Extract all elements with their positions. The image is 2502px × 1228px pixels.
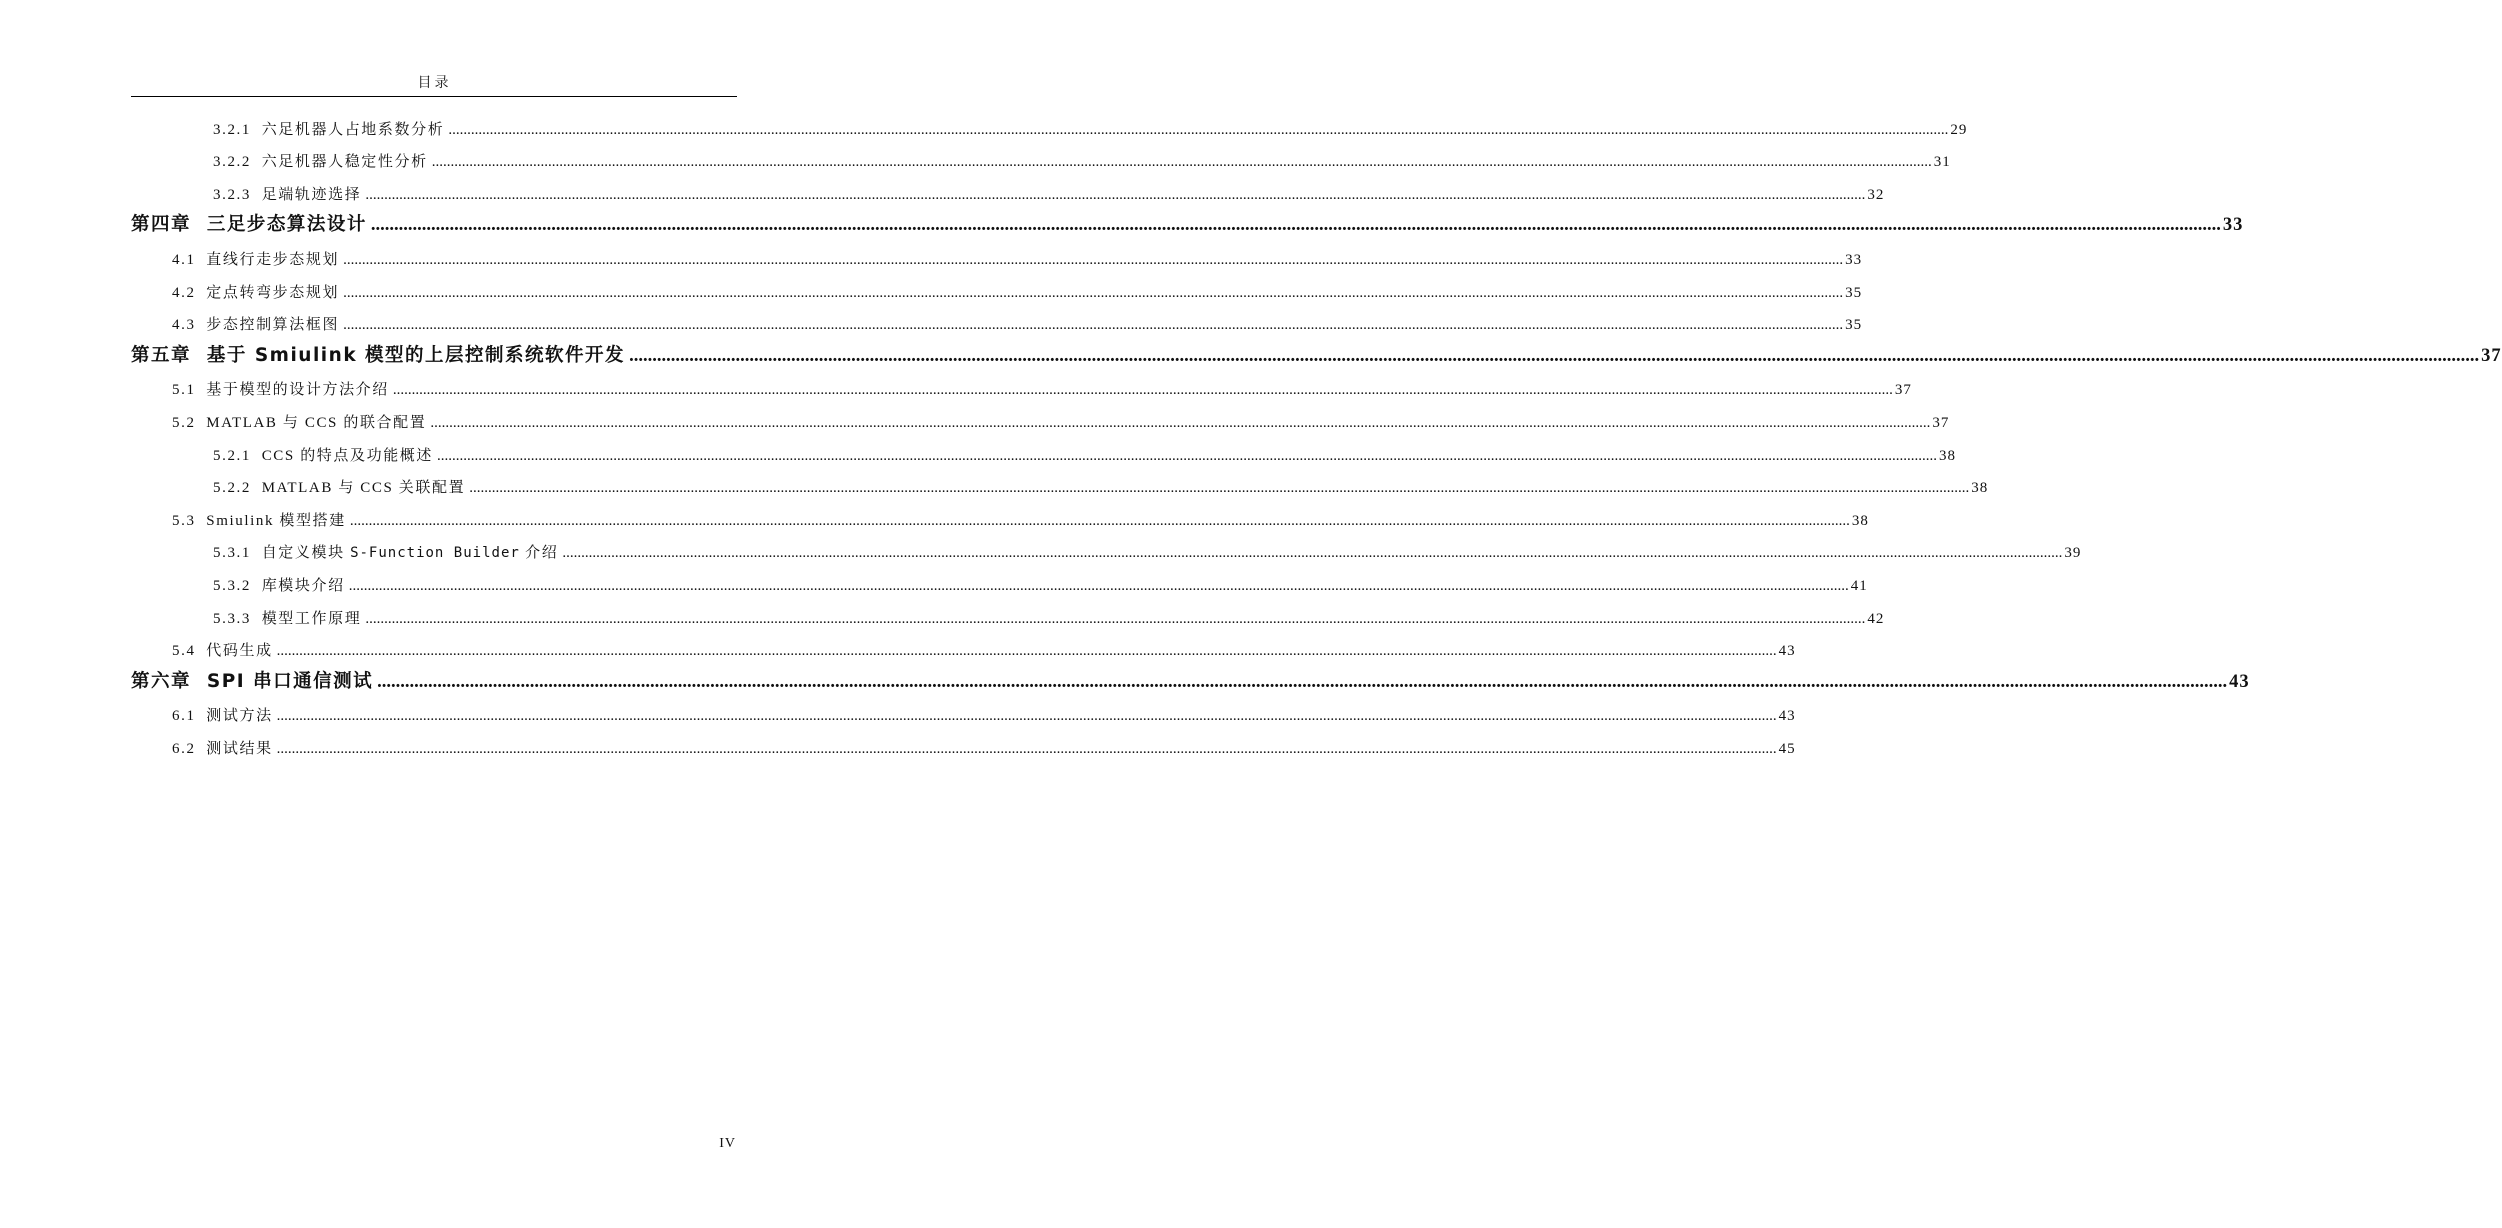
toc-page-number: 31	[1933, 154, 1951, 171]
toc-entry-label: MATLAB 与 CCS 的联合配置	[206, 414, 427, 431]
toc-entry-title	[213, 444, 433, 465]
toc-entry-label: 基于 Smiulink 模型的上层控制系统软件开发	[206, 344, 626, 366]
toc-entry-title	[131, 210, 367, 236]
toc-page-number: 35	[1845, 317, 1863, 334]
toc-entry-title	[131, 667, 373, 693]
toc-entry-number: 5.4	[172, 643, 196, 660]
toc-entry-label: 直线行走步态规划	[206, 251, 340, 268]
toc-entry-label: 代码生成	[206, 643, 273, 660]
toc-section-entry[interactable]	[131, 697, 1796, 730]
toc-chapter-entry[interactable]	[131, 338, 2502, 371]
toc-section-entry[interactable]	[131, 729, 1796, 762]
toc-entry-number: 5.3	[172, 512, 196, 529]
toc-section-entry[interactable]	[131, 534, 2082, 567]
toc-page-number: 43	[2229, 671, 2250, 692]
toc-entry-number: 4.2	[172, 284, 196, 301]
toc-section-entry[interactable]	[131, 175, 1885, 208]
toc-entry-label: MATLAB 与 CCS 关联配置	[261, 480, 466, 497]
toc-page-number: 37	[1932, 414, 1950, 431]
toc-entry-label: 测试结果	[206, 740, 273, 757]
toc-entry-number: 4.3	[172, 317, 196, 334]
toc-page-number: 38	[1939, 447, 1957, 464]
toc-entry-label-suffix: 介绍	[525, 545, 559, 562]
toc-entry-title	[172, 509, 346, 530]
toc-page-number: 43	[1778, 708, 1796, 725]
toc-page-number: 35	[1845, 284, 1863, 301]
dot-leader: ................................................................................................................................................................................................................................................................................................................................................................................................................	[349, 512, 1850, 529]
toc-entry-label: SPI 串口通信测试	[206, 670, 374, 692]
dot-leader: ................................................................................................................................................................................................................................................................................................................................................................................................................	[343, 251, 1844, 268]
toc-chapter-entry[interactable]	[131, 208, 2244, 241]
toc-section-entry[interactable]	[131, 599, 1885, 632]
toc-section-entry[interactable]	[131, 306, 1863, 339]
toc-entry-title	[172, 737, 273, 758]
toc-entry-number: 5.1	[172, 382, 196, 399]
dot-leader: ................................................................................................................................................................................................................................................................................................................................................................................................................	[276, 740, 1777, 757]
toc-page-number: 33	[2222, 215, 2244, 236]
toc-page-number: 45	[1778, 740, 1796, 757]
toc-entry-title	[213, 476, 465, 497]
toc-entry-title	[213, 607, 361, 628]
toc-section-entry[interactable]	[131, 273, 1863, 306]
toc-section-entry[interactable]	[131, 403, 1950, 436]
toc-entry-label: 定点转弯步态规划	[206, 284, 340, 301]
toc-entry-label: 三足步态算法设计	[206, 214, 367, 236]
toc-entry-title	[131, 341, 625, 367]
toc-entry-label: 库模块介绍	[261, 577, 345, 594]
toc-entry-label-code: S-Function Builder	[350, 545, 520, 562]
dot-leader: ................................................................................................................................................................................................................................................................................................................................................................................................................	[343, 284, 1844, 301]
table-of-contents	[131, 110, 2502, 762]
toc-page-number: 38	[1851, 512, 1869, 529]
toc-entry-title	[213, 541, 558, 562]
dot-leader: ................................................................................................................................................................................................................................................................................................................................................................................................................	[629, 345, 2480, 366]
toc-page-number: 37	[2481, 345, 2502, 366]
toc-page-number: 33	[1845, 251, 1863, 268]
toc-entry-number: 5.3.1	[213, 545, 251, 562]
toc-entry-title	[172, 704, 273, 725]
toc-section-entry[interactable]	[131, 566, 1868, 599]
toc-page-number: 38	[1971, 480, 1989, 497]
toc-entry-label: 步态控制算法框图	[206, 317, 340, 334]
dot-leader: ................................................................................................................................................................................................................................................................................................................................................................................................................	[365, 186, 1866, 203]
dot-leader: ................................................................................................................................................................................................................................................................................................................................................................................................................	[348, 577, 1849, 594]
toc-entry-label: 足端轨迹选择	[261, 186, 362, 203]
dot-leader: ................................................................................................................................................................................................................................................................................................................................................................................................................	[448, 121, 1949, 138]
toc-section-entry[interactable]	[131, 143, 1951, 176]
toc-entry-title	[213, 150, 428, 171]
toc-section-entry[interactable]	[131, 371, 1912, 404]
toc-entry-label: Smiulink 模型搭建	[206, 512, 346, 529]
dot-leader: ................................................................................................................................................................................................................................................................................................................................................................................................................	[437, 447, 1938, 464]
toc-section-entry[interactable]	[131, 469, 1989, 502]
toc-entry-title	[172, 313, 339, 334]
toc-section-entry[interactable]	[131, 240, 1863, 273]
toc-entry-label: 测试方法	[206, 708, 273, 725]
dot-leader: ................................................................................................................................................................................................................................................................................................................................................................................................................	[377, 671, 2228, 692]
toc-page-number: 43	[1778, 643, 1796, 660]
dot-leader: ................................................................................................................................................................................................................................................................................................................................................................................................................	[370, 215, 2221, 236]
toc-entry-number: 3.2.3	[213, 186, 251, 203]
toc-entry-number: 3.2.2	[213, 154, 251, 171]
toc-page-number: 39	[2064, 545, 2082, 562]
toc-entry-number: 4.1	[172, 251, 196, 268]
running-header: 目录	[417, 76, 452, 91]
toc-page-number: 29	[1950, 121, 1968, 138]
dot-leader: ................................................................................................................................................................................................................................................................................................................................................................................................................	[276, 643, 1777, 660]
toc-entry-number: 第六章	[131, 670, 192, 692]
dot-leader: ................................................................................................................................................................................................................................................................................................................................................................................................................	[562, 545, 2063, 562]
toc-entry-number: 5.2	[172, 414, 196, 431]
toc-entry-number: 6.2	[172, 740, 196, 757]
toc-entry-number: 6.1	[172, 708, 196, 725]
toc-entry-title	[172, 411, 426, 432]
toc-entry-label: 六足机器人占地系数分析	[261, 121, 445, 138]
dot-leader: ................................................................................................................................................................................................................................................................................................................................................................................................................	[469, 480, 1970, 497]
toc-section-entry[interactable]	[131, 632, 1796, 665]
toc-entry-number: 第四章	[131, 214, 192, 236]
toc-entry-number: 5.3.3	[213, 610, 251, 627]
toc-entry-title	[213, 118, 444, 139]
toc-page-number: 42	[1867, 610, 1885, 627]
dot-leader: ................................................................................................................................................................................................................................................................................................................................................................................................................	[430, 414, 1931, 431]
toc-entry-number: 3.2.1	[213, 121, 251, 138]
toc-entry-number: 第五章	[131, 344, 192, 366]
toc-page-number: 32	[1867, 186, 1885, 203]
toc-page-number: 41	[1850, 577, 1868, 594]
dot-leader: ................................................................................................................................................................................................................................................................................................................................................................................................................	[276, 708, 1777, 725]
toc-entry-title	[172, 281, 339, 302]
toc-entry-number: 5.2.2	[213, 480, 251, 497]
toc-entry-title	[172, 639, 273, 660]
toc-entry-label: 六足机器人稳定性分析	[261, 154, 428, 171]
dot-leader: ................................................................................................................................................................................................................................................................................................................................................................................................................	[343, 317, 1844, 334]
toc-entry-number: 5.3.2	[213, 577, 251, 594]
toc-section-entry[interactable]	[131, 110, 1968, 143]
toc-entry-label: 基于模型的设计方法介绍	[206, 382, 389, 399]
toc-entry-number: 5.2.1	[213, 447, 251, 464]
toc-section-entry[interactable]	[131, 501, 1869, 534]
page-number: IV	[719, 1136, 736, 1151]
dot-leader: ................................................................................................................................................................................................................................................................................................................................................................................................................	[365, 610, 1866, 627]
toc-entry-title	[213, 574, 345, 595]
toc-chapter-entry[interactable]	[131, 664, 2250, 697]
toc-section-entry[interactable]	[131, 436, 1957, 469]
dot-leader: ................................................................................................................................................................................................................................................................................................................................................................................................................	[431, 154, 1932, 171]
header-divider	[131, 96, 737, 97]
toc-entry-title	[172, 378, 389, 399]
toc-page-number: 37	[1894, 382, 1912, 399]
dot-leader: ................................................................................................................................................................................................................................................................................................................................................................................................................	[392, 382, 1893, 399]
toc-entry-title	[213, 183, 361, 204]
toc-entry-label: 自定义模块	[261, 545, 345, 562]
toc-entry-label: 模型工作原理	[261, 610, 362, 627]
toc-entry-title	[172, 248, 339, 269]
toc-entry-label: CCS 的特点及功能概述	[261, 447, 434, 464]
